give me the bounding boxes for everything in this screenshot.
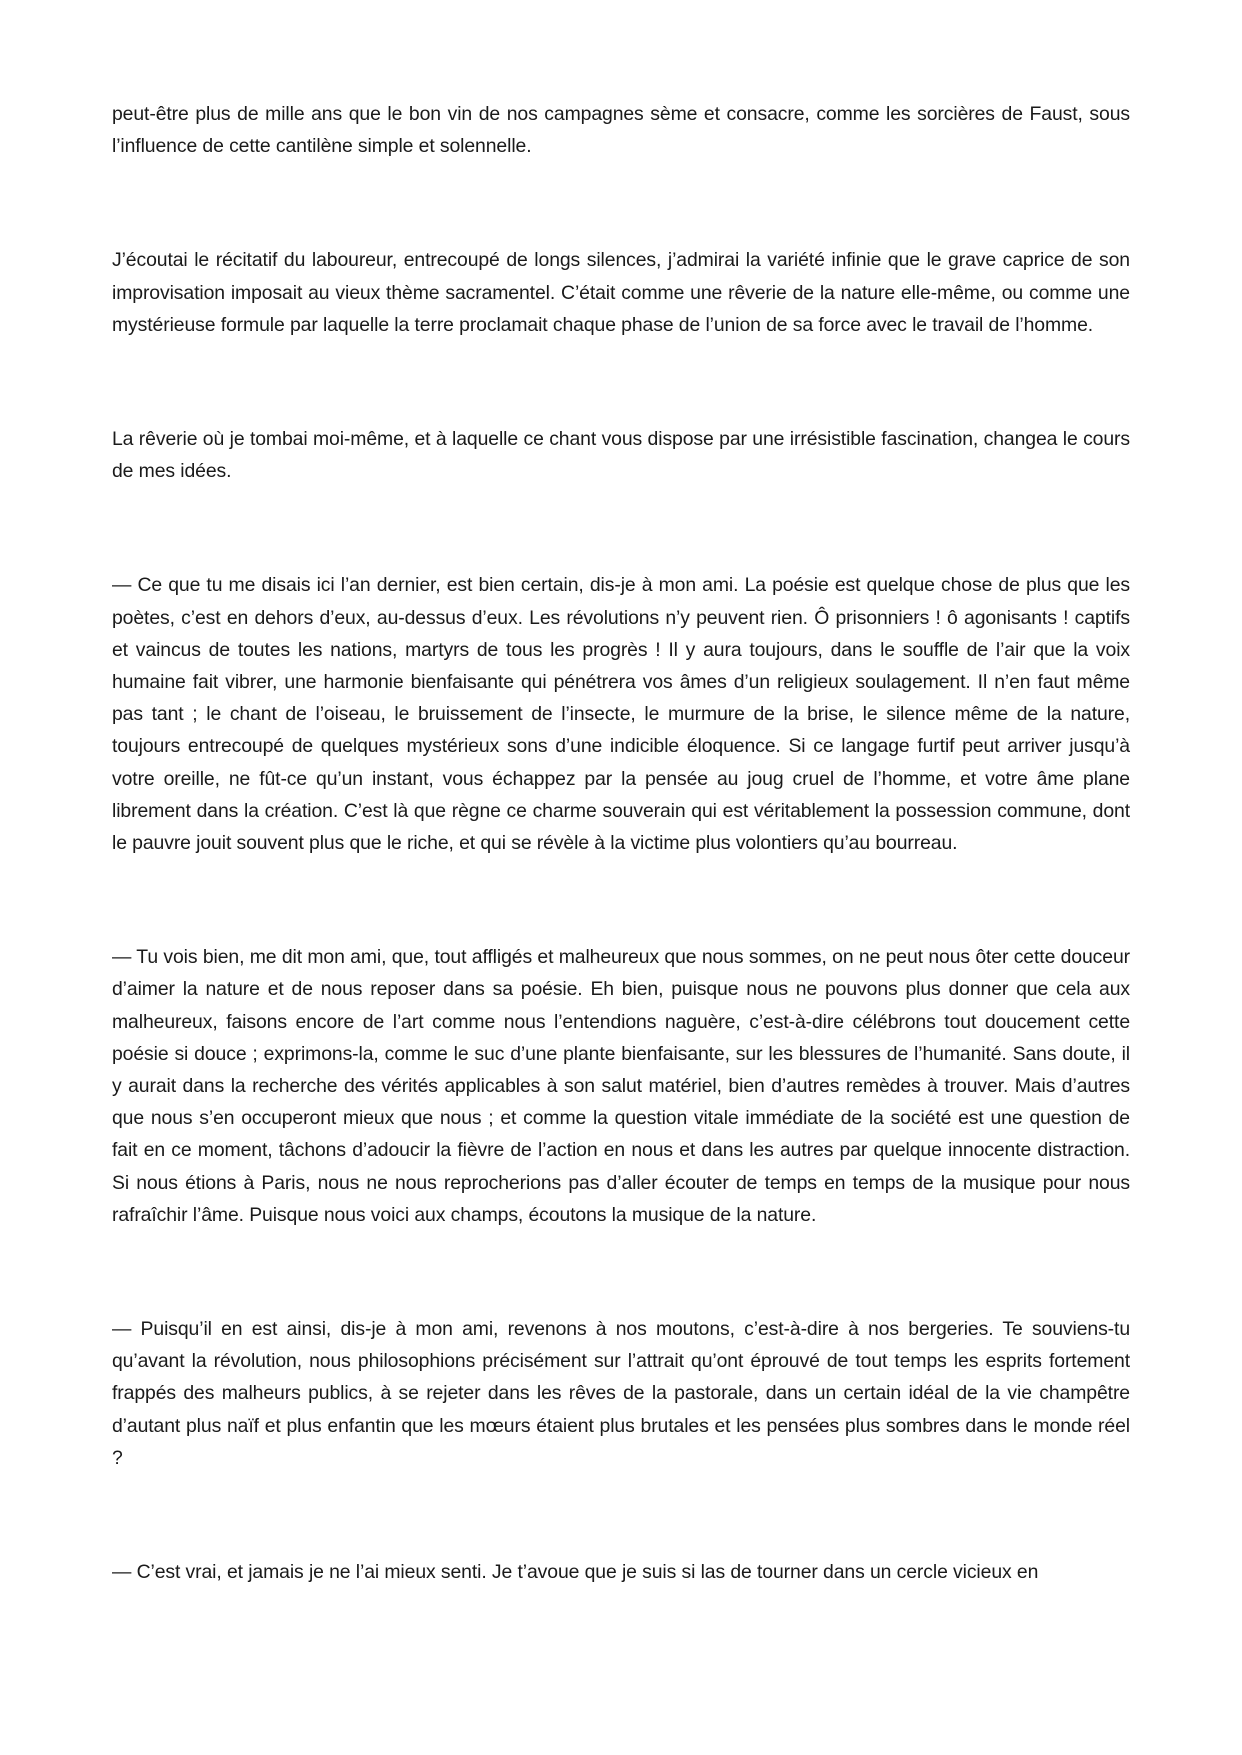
document-page (112, 98, 1130, 1588)
paragraph-2: J’écoutai le récitatif du laboureur, entrecoupé de longs silences, j’admirai la variété infinie que le grave caprice de son improvisation imposait au vieux thème sacramentel. C’était comme une rêverie de la nature elle-même, ou comme une mystérieuse formule par laquelle la terre proclamait chaque phase de l’union de sa force avec le travail de l’homme. (112, 249, 1130, 336)
paragraph-7: — C’est vrai, et jamais je ne l’ai mieux senti. Je t’avoue que je suis si las de tourner dans un cercle vicieux en (112, 1561, 1039, 1584)
paragraph-5: — Tu vois bien, me dit mon ami, que, tout affligés et malheureux que nous sommes, on ne peut nous ôter cette douceur d’aimer la nature et de nous reposer dans sa poésie. Eh bien, puisque nous ne pouvons plus donner que cela aux malheureux, faisons encore de l’art comme nous l’entendions naguère, c’est-à-dire célébrons tout doucement cette poésie si douce ; exprimons-la, comme le suc d’une plante bienfaisante, sur les blessures de l’humanité. Sans doute, il y aurait dans la recherche des vérités applicables à son salut matériel, bien d’autres remèdes à trouver. Mais d’autres que nous s’en occuperont mieux que nous ; et comme la question vitale immédiate de la société est une question de fait en ce moment, tâchons d’adoucir la fièvre de l’action en nous et dans les autres par quelque innocente distraction. Si nous étions à Paris, nous ne nous reprocherions pas d’aller écouter de temps en temps de la musique pour nous rafraîchir l’âme. Puisque nous voici aux champs, écoutons la musique de la nature. (112, 946, 1130, 1226)
paragraph-1: peut-être plus de mille ans que le bon vin de nos campagnes sème et consacre, comme les sorcières de Faust, sous l’influence de cette cantilène simple et solennelle. (112, 103, 1130, 158)
paragraph-3: La rêverie où je tombai moi-même, et à laquelle ce chant vous dispose par une irrésistible fascination, changea le cours de mes idées. (112, 428, 1130, 483)
paragraph-6: — Puisqu’il en est ainsi, dis-je à mon ami, revenons à nos moutons, c’est-à-dire à nos bergeries. Te souviens-tu qu’avant la révolution, nous philosophions précisément sur l’attrait qu’ont éprouvé de tout temps les esprits fortement frappés des malheurs publics, à se rejeter dans les rêves de la pastorale, dans un certain idéal de la vie champêtre d’autant plus naïf et plus enfantin que les mœurs étaient plus brutales et les pensées plus sombres dans le monde réel ? (112, 1318, 1130, 1469)
paragraph-4: — Ce que tu me disais ici l’an dernier, est bien certain, dis-je à mon ami. La poésie est quelque chose de plus que les poètes, c’est en dehors d’eux, au-dessus d’eux. Les révolutions n’y peuvent rien. Ô prisonniers ! ô agonisants ! captifs et vaincus de toutes les nations, martyrs de tous les progrès ! Il y aura toujours, dans le souffle de l’air que la voix humaine fait vibrer, une harmonie bienfaisante qui pénétrera vos âmes d’un religieux soulagement. Il n’en faut même pas tant ; le chant de l’oiseau, le bruissement de l’insecte, le murmure de la brise, le silence même de la nature, toujours entrecoupé de quelques mystérieux sons d’une indicible éloquence. Si ce langage furtif peut arriver jusqu’à votre oreille, ne fût-ce qu’un instant, vous échappez par la pensée au joug cruel de l’homme, et votre âme plane librement dans la création. C’est là que règne ce charme souverain qui est véritablement la possession commune, dont le pauvre jouit souvent plus que le riche, et qui se révèle à la victime plus volontiers qu’au bourreau. (112, 574, 1130, 855)
